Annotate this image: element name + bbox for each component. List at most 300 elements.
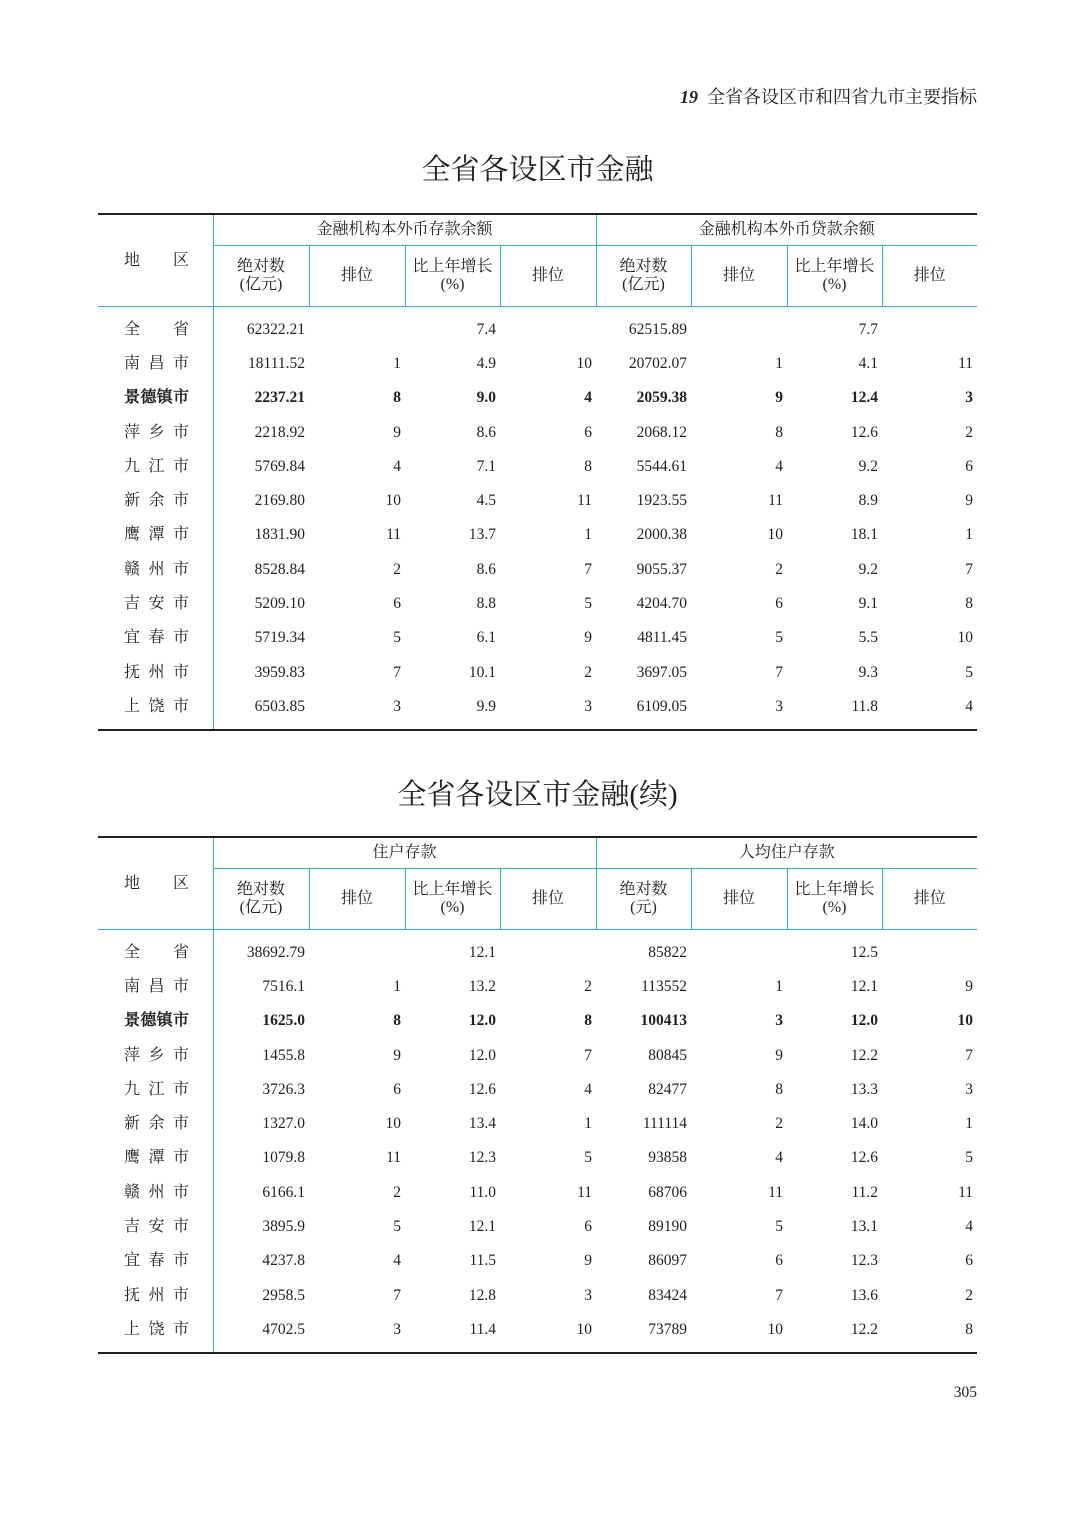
region-cell (98, 450, 213, 484)
cell-growth-rate: 13.6 (850, 1286, 879, 1304)
cell-growth-rate: 10.1 (468, 663, 496, 681)
subheader-rank (882, 869, 977, 930)
cell-rank: 9 (965, 977, 974, 995)
table-row (98, 484, 977, 518)
finance-table-continued (98, 836, 977, 1354)
cell-rank: 8 (775, 423, 784, 441)
subheader-growth-rate (787, 246, 882, 307)
chapter-number: 19 (680, 87, 698, 107)
subheader-label: 排位 (913, 267, 946, 284)
cell-absolute-value: 113552 (641, 977, 688, 995)
cell-growth-rate: 12.2 (850, 1046, 879, 1064)
cell-rank: 3 (584, 1286, 593, 1304)
cell-rank: 5 (393, 1218, 401, 1236)
cell-rank: 5 (775, 629, 784, 647)
subheader-rank (500, 869, 596, 930)
region-name: 南 昌 市 (124, 354, 189, 372)
cell-absolute-value: 86097 (648, 1252, 688, 1270)
subheader-rank (309, 246, 405, 307)
cell-rank: 7 (584, 1046, 593, 1064)
subheader-rank (309, 869, 405, 930)
table-title: 全省各设区市金融(续) (397, 779, 678, 811)
subheader-unit: (亿元) (622, 276, 665, 293)
subheader-label: 排位 (532, 267, 565, 284)
cell-absolute-value: 1831.90 (254, 526, 305, 544)
cell-rank: 10 (767, 526, 784, 544)
cell-growth-rate: 13.2 (468, 977, 496, 995)
subheader-rank (882, 246, 977, 307)
cell-growth-rate: 9.3 (858, 663, 879, 681)
cell-growth-rate: 12.0 (850, 1012, 879, 1030)
cell-rank: 1 (775, 354, 784, 372)
cell-absolute-value: 80845 (648, 1046, 688, 1064)
subheader-growth-rate (405, 246, 500, 307)
cell-rank (500, 313, 596, 347)
table-row (98, 518, 977, 552)
running-header (680, 85, 977, 109)
cell-growth-rate: 8.6 (476, 560, 496, 578)
cell-rank: 9 (584, 629, 593, 647)
cell-rank: 11 (577, 492, 593, 510)
region-header-label: 地 区 (124, 251, 189, 269)
cell-absolute-value: 1923.55 (636, 492, 688, 510)
region-name: 九 江 市 (124, 457, 189, 475)
cell-growth-rate: 11.5 (469, 1252, 496, 1270)
cell-rank: 11 (386, 526, 401, 544)
cell-rank: 2 (584, 977, 593, 995)
cell-rank: 2 (775, 560, 784, 578)
subheader-unit: (%) (822, 276, 847, 293)
cell-absolute-value: 9055.37 (636, 560, 688, 578)
cell-rank: 10 (576, 354, 593, 372)
cell-absolute-value: 8528.84 (254, 560, 305, 578)
header-row-groups (98, 837, 977, 869)
table-row (98, 381, 977, 415)
cell-absolute-value: 3895.9 (262, 1218, 305, 1236)
table-row (98, 655, 977, 689)
subheader-rank (500, 246, 596, 307)
cell-growth-rate: 12.6 (850, 423, 879, 441)
cell-rank: 10 (957, 629, 974, 647)
cell-rank: 3 (775, 697, 784, 715)
cell-rank (882, 936, 977, 970)
cell-absolute-value: 4811.45 (637, 629, 688, 647)
region-name: 景德镇市 (124, 389, 189, 407)
cell-absolute-value: 5544.61 (636, 457, 688, 475)
cell-growth-rate: 12.8 (468, 1286, 496, 1304)
row-spacer (98, 724, 977, 730)
cell-rank: 2 (584, 663, 593, 681)
region-cell (98, 1141, 213, 1175)
cell-absolute-value: 5769.84 (254, 457, 305, 475)
region-cell (98, 1004, 213, 1038)
cell-rank: 9 (775, 389, 784, 407)
cell-rank: 5 (965, 663, 974, 681)
cell-absolute-value: 83424 (648, 1286, 688, 1304)
cell-growth-rate: 9.1 (858, 595, 879, 613)
cell-growth-rate: 8.8 (476, 595, 496, 613)
cell-absolute-value: 1455.8 (262, 1046, 305, 1064)
cell-rank: 9 (775, 1046, 784, 1064)
cell-growth-rate: 12.1 (468, 1218, 496, 1236)
table-row (98, 970, 977, 1004)
cell-rank: 4 (965, 697, 974, 715)
cell-growth-rate: 12.6 (468, 1080, 496, 1098)
chapter-title: 全省各设区市和四省九市主要指标 (707, 87, 977, 107)
cell-absolute-value: 2169.80 (254, 492, 305, 510)
region-column-header (98, 214, 213, 307)
header-row-columns (98, 869, 977, 930)
row-spacer (98, 1347, 977, 1353)
subheader-label: 排位 (913, 890, 946, 907)
cell-growth-rate: 13.7 (468, 526, 496, 544)
cell-rank: 7 (584, 560, 593, 578)
cell-absolute-value: 2237.21 (254, 389, 305, 407)
table-row (98, 415, 977, 449)
cell-rank: 7 (393, 1286, 401, 1304)
region-name: 抚 州 市 (124, 1286, 189, 1304)
cell-growth-rate: 7.4 (476, 320, 496, 338)
cell-growth-rate: 11.8 (851, 697, 879, 715)
header-row-groups (98, 214, 977, 246)
group-header-loans: 金融机构本外币贷款余额 (596, 214, 977, 246)
cell-rank (691, 313, 787, 347)
cell-rank: 8 (393, 1012, 401, 1030)
cell-absolute-value: 4702.5 (262, 1320, 305, 1338)
cell-rank: 9 (393, 1046, 401, 1064)
cell-rank: 9 (393, 423, 401, 441)
cell-rank (309, 936, 405, 970)
cell-growth-rate: 12.3 (468, 1149, 496, 1167)
cell-rank: 6 (965, 457, 974, 475)
subheader-growth-rate (405, 869, 500, 930)
group-header-deposits: 金融机构本外币存款余额 (213, 214, 596, 246)
cell-growth-rate: 8.9 (858, 492, 879, 510)
cell-growth-rate: 9.0 (476, 389, 496, 407)
region-name: 抚 州 市 (124, 663, 189, 681)
region-cell (98, 1244, 213, 1278)
cell-absolute-value: 1079.8 (262, 1149, 305, 1167)
cell-rank: 10 (767, 1320, 784, 1338)
cell-absolute-value: 7516.1 (262, 977, 305, 995)
cell-growth-rate: 14.0 (850, 1115, 879, 1133)
subheader-label: 绝对数 (236, 881, 285, 898)
region-cell (98, 1038, 213, 1072)
subheader-unit: (%) (440, 276, 465, 293)
cell-rank: 4 (393, 457, 401, 475)
cell-growth-rate: 11.2 (851, 1183, 879, 1201)
cell-rank: 1 (584, 526, 593, 544)
table-row (98, 450, 977, 484)
cell-rank: 6 (393, 1080, 401, 1098)
table-row (98, 1141, 977, 1175)
cell-rank: 5 (584, 1149, 593, 1167)
subheader-unit: (亿元) (239, 276, 283, 293)
region-name: 新 余 市 (124, 1115, 189, 1133)
region-name: 鹰 潭 市 (124, 1149, 189, 1167)
region-cell (98, 347, 213, 381)
cell-absolute-value: 93858 (648, 1149, 688, 1167)
cell-rank (309, 313, 405, 347)
cell-growth-rate: 12.1 (468, 943, 496, 961)
cell-absolute-value: 6166.1 (262, 1183, 305, 1201)
cell-absolute-value: 20702.07 (628, 354, 688, 372)
cell-absolute-value: 2218.92 (254, 423, 305, 441)
cell-rank: 8 (393, 389, 401, 407)
spacer-cell (213, 724, 977, 730)
region-name: 全 省 (124, 320, 189, 338)
cell-rank: 3 (584, 697, 593, 715)
cell-rank: 6 (393, 595, 401, 613)
cell-rank: 4 (584, 1080, 593, 1098)
subheader-unit: (亿元) (239, 899, 283, 916)
cell-growth-rate: 12.5 (850, 943, 879, 961)
cell-absolute-value: 38692.79 (246, 943, 305, 961)
cell-absolute-value: 3726.3 (262, 1080, 305, 1098)
group-header-per-capita-household-deposits: 人均住户存款 (596, 837, 977, 869)
cell-rank: 1 (393, 354, 401, 372)
table-row (98, 313, 977, 347)
region-cell (98, 1107, 213, 1141)
region-header-label: 地 区 (124, 874, 189, 892)
cell-absolute-value: 111114 (642, 1115, 688, 1133)
cell-absolute-value: 68706 (648, 1183, 688, 1201)
region-name: 吉 安 市 (124, 1218, 189, 1236)
region-cell (98, 553, 213, 587)
cell-rank: 4 (775, 1149, 784, 1167)
subheader-absolute-value (213, 869, 309, 930)
region-name: 吉 安 市 (124, 595, 189, 613)
cell-growth-rate: 9.2 (858, 457, 879, 475)
cell-growth-rate: 6.1 (476, 629, 496, 647)
cell-absolute-value: 2000.38 (636, 526, 688, 544)
table-row (98, 1073, 977, 1107)
cell-rank: 1 (584, 1115, 593, 1133)
region-name: 上 饶 市 (124, 697, 189, 715)
cell-absolute-value: 18111.52 (248, 354, 305, 372)
cell-rank: 1 (965, 1115, 974, 1133)
cell-growth-rate: 11.4 (469, 1320, 496, 1338)
cell-absolute-value: 6503.85 (254, 697, 305, 715)
cell-growth-rate: 7.7 (858, 320, 879, 338)
cell-rank: 2 (393, 560, 401, 578)
region-name: 南 昌 市 (124, 977, 189, 995)
subheader-rank (691, 869, 787, 930)
subheader-label: 比上年增长 (412, 258, 493, 275)
cell-absolute-value: 2958.5 (262, 1286, 305, 1304)
cell-rank: 4 (775, 457, 784, 475)
cell-rank (882, 313, 977, 347)
cell-rank: 4 (965, 1218, 974, 1236)
cell-rank: 10 (385, 492, 401, 510)
cell-growth-rate: 12.6 (850, 1149, 879, 1167)
region-cell (98, 415, 213, 449)
cell-rank: 9 (584, 1252, 593, 1270)
subheader-label: 排位 (723, 267, 756, 284)
cell-absolute-value: 5209.10 (254, 595, 305, 613)
cell-rank: 3 (393, 697, 401, 715)
cell-growth-rate: 12.0 (468, 1046, 496, 1064)
region-name: 上 饶 市 (124, 1320, 189, 1338)
cell-rank: 11 (958, 354, 974, 372)
subheader-label: 比上年增长 (794, 881, 875, 898)
region-cell (98, 313, 213, 347)
cell-absolute-value: 62322.21 (246, 320, 305, 338)
cell-growth-rate: 18.1 (850, 526, 879, 544)
subheader-label: 绝对数 (619, 881, 668, 898)
cell-rank: 1 (965, 526, 974, 544)
cell-growth-rate: 7.1 (476, 457, 496, 475)
cell-rank: 7 (775, 663, 784, 681)
region-name: 九 江 市 (124, 1080, 189, 1098)
cell-rank: 8 (584, 457, 593, 475)
cell-absolute-value: 62515.89 (628, 320, 688, 338)
cell-absolute-value: 1625.0 (262, 1012, 305, 1030)
header-row-columns (98, 246, 977, 307)
cell-rank (500, 936, 596, 970)
cell-rank: 7 (393, 663, 401, 681)
cell-rank: 5 (775, 1218, 784, 1236)
cell-rank: 7 (965, 1046, 974, 1064)
cell-absolute-value: 4204.70 (636, 595, 688, 613)
region-cell (98, 655, 213, 689)
cell-growth-rate: 13.4 (468, 1115, 496, 1133)
cell-rank: 4 (393, 1252, 401, 1270)
cell-rank: 7 (965, 560, 974, 578)
cell-rank: 1 (393, 977, 401, 995)
table-row (98, 1038, 977, 1072)
region-name: 宜 春 市 (124, 1252, 189, 1270)
region-cell (98, 1278, 213, 1312)
cell-rank: 9 (965, 492, 974, 510)
cell-growth-rate: 12.3 (850, 1252, 879, 1270)
region-cell (98, 1313, 213, 1347)
cell-growth-rate: 9.9 (476, 697, 496, 715)
cell-absolute-value: 89190 (648, 1218, 688, 1236)
region-cell (98, 484, 213, 518)
region-name: 景德镇市 (124, 1012, 189, 1030)
table-row (98, 1210, 977, 1244)
table-row (98, 1244, 977, 1278)
cell-rank: 4 (584, 389, 593, 407)
cell-rank: 3 (965, 1080, 974, 1098)
region-name: 鹰 潭 市 (124, 526, 189, 544)
cell-rank: 7 (775, 1286, 784, 1304)
region-cell (98, 690, 213, 724)
region-cell (98, 1073, 213, 1107)
cell-rank: 3 (775, 1012, 784, 1030)
cell-rank: 8 (584, 1012, 593, 1030)
table-row (98, 1176, 977, 1210)
subheader-absolute-value (213, 246, 309, 307)
subheader-growth-rate (787, 869, 882, 930)
subheader-unit: (%) (440, 899, 465, 916)
cell-rank (691, 936, 787, 970)
region-name: 全 省 (124, 943, 189, 961)
table-row (98, 1278, 977, 1312)
cell-absolute-value: 82477 (648, 1080, 688, 1098)
cell-absolute-value: 2068.12 (636, 423, 688, 441)
region-cell (98, 1176, 213, 1210)
cell-rank: 1 (775, 977, 784, 995)
table-row (98, 1004, 977, 1038)
cell-absolute-value: 5719.34 (254, 629, 305, 647)
subheader-label: 绝对数 (619, 258, 668, 275)
table-body (98, 307, 977, 730)
cell-rank: 11 (768, 1183, 784, 1201)
cell-rank: 8 (775, 1080, 784, 1098)
cell-growth-rate: 9.2 (858, 560, 879, 578)
cell-rank: 6 (965, 1252, 974, 1270)
table-row (98, 587, 977, 621)
subheader-label: 比上年增长 (794, 258, 875, 275)
table-row (98, 1107, 977, 1141)
cell-absolute-value: 85822 (648, 943, 688, 961)
region-cell (98, 936, 213, 970)
cell-absolute-value: 2059.38 (636, 389, 688, 407)
cell-rank: 3 (393, 1320, 401, 1338)
page-number: 305 (953, 1384, 977, 1401)
subheader-absolute-value (596, 869, 691, 930)
group-header-household-deposits: 住户存款 (213, 837, 596, 869)
region-name: 赣 州 市 (124, 560, 189, 578)
region-name: 新 余 市 (124, 492, 189, 510)
subheader-label: 排位 (340, 267, 373, 284)
subheader-rank (691, 246, 787, 307)
cell-absolute-value: 4237.8 (262, 1252, 305, 1270)
region-name: 萍 乡 市 (124, 423, 189, 441)
cell-rank: 6 (584, 423, 593, 441)
cell-rank: 10 (957, 1012, 974, 1030)
region-cell (98, 518, 213, 552)
region-name: 赣 州 市 (124, 1183, 189, 1201)
cell-rank: 6 (584, 1218, 593, 1236)
cell-growth-rate: 12.1 (850, 977, 879, 995)
region-name: 萍 乡 市 (124, 1046, 189, 1064)
region-cell (98, 587, 213, 621)
region-cell (98, 970, 213, 1004)
subheader-label: 排位 (723, 890, 756, 907)
cell-growth-rate: 5.5 (858, 629, 879, 647)
cell-absolute-value: 6109.05 (636, 697, 688, 715)
cell-absolute-value: 1327.0 (262, 1115, 305, 1133)
cell-rank: 2 (965, 1286, 974, 1304)
region-name: 宜 春 市 (124, 629, 189, 647)
region-cell (98, 621, 213, 655)
cell-growth-rate: 8.6 (476, 423, 496, 441)
subheader-absolute-value (596, 246, 691, 307)
subheader-label: 排位 (340, 890, 373, 907)
cell-growth-rate: 4.9 (476, 354, 496, 372)
cell-growth-rate: 12.4 (850, 389, 879, 407)
cell-growth-rate: 13.3 (850, 1080, 879, 1098)
cell-rank: 6 (775, 1252, 784, 1270)
cell-rank: 10 (576, 1320, 593, 1338)
cell-rank: 11 (958, 1183, 974, 1201)
cell-rank: 2 (965, 423, 974, 441)
cell-rank: 11 (768, 492, 784, 510)
cell-rank: 2 (393, 1183, 401, 1201)
region-cell (98, 1210, 213, 1244)
cell-rank: 5 (965, 1149, 974, 1167)
cell-growth-rate: 4.5 (476, 492, 496, 510)
cell-rank: 11 (386, 1149, 401, 1167)
subheader-unit: (%) (822, 899, 847, 916)
cell-rank: 3 (965, 389, 974, 407)
cell-absolute-value: 3959.83 (254, 663, 305, 681)
cell-rank: 5 (393, 629, 401, 647)
cell-rank: 5 (584, 595, 593, 613)
